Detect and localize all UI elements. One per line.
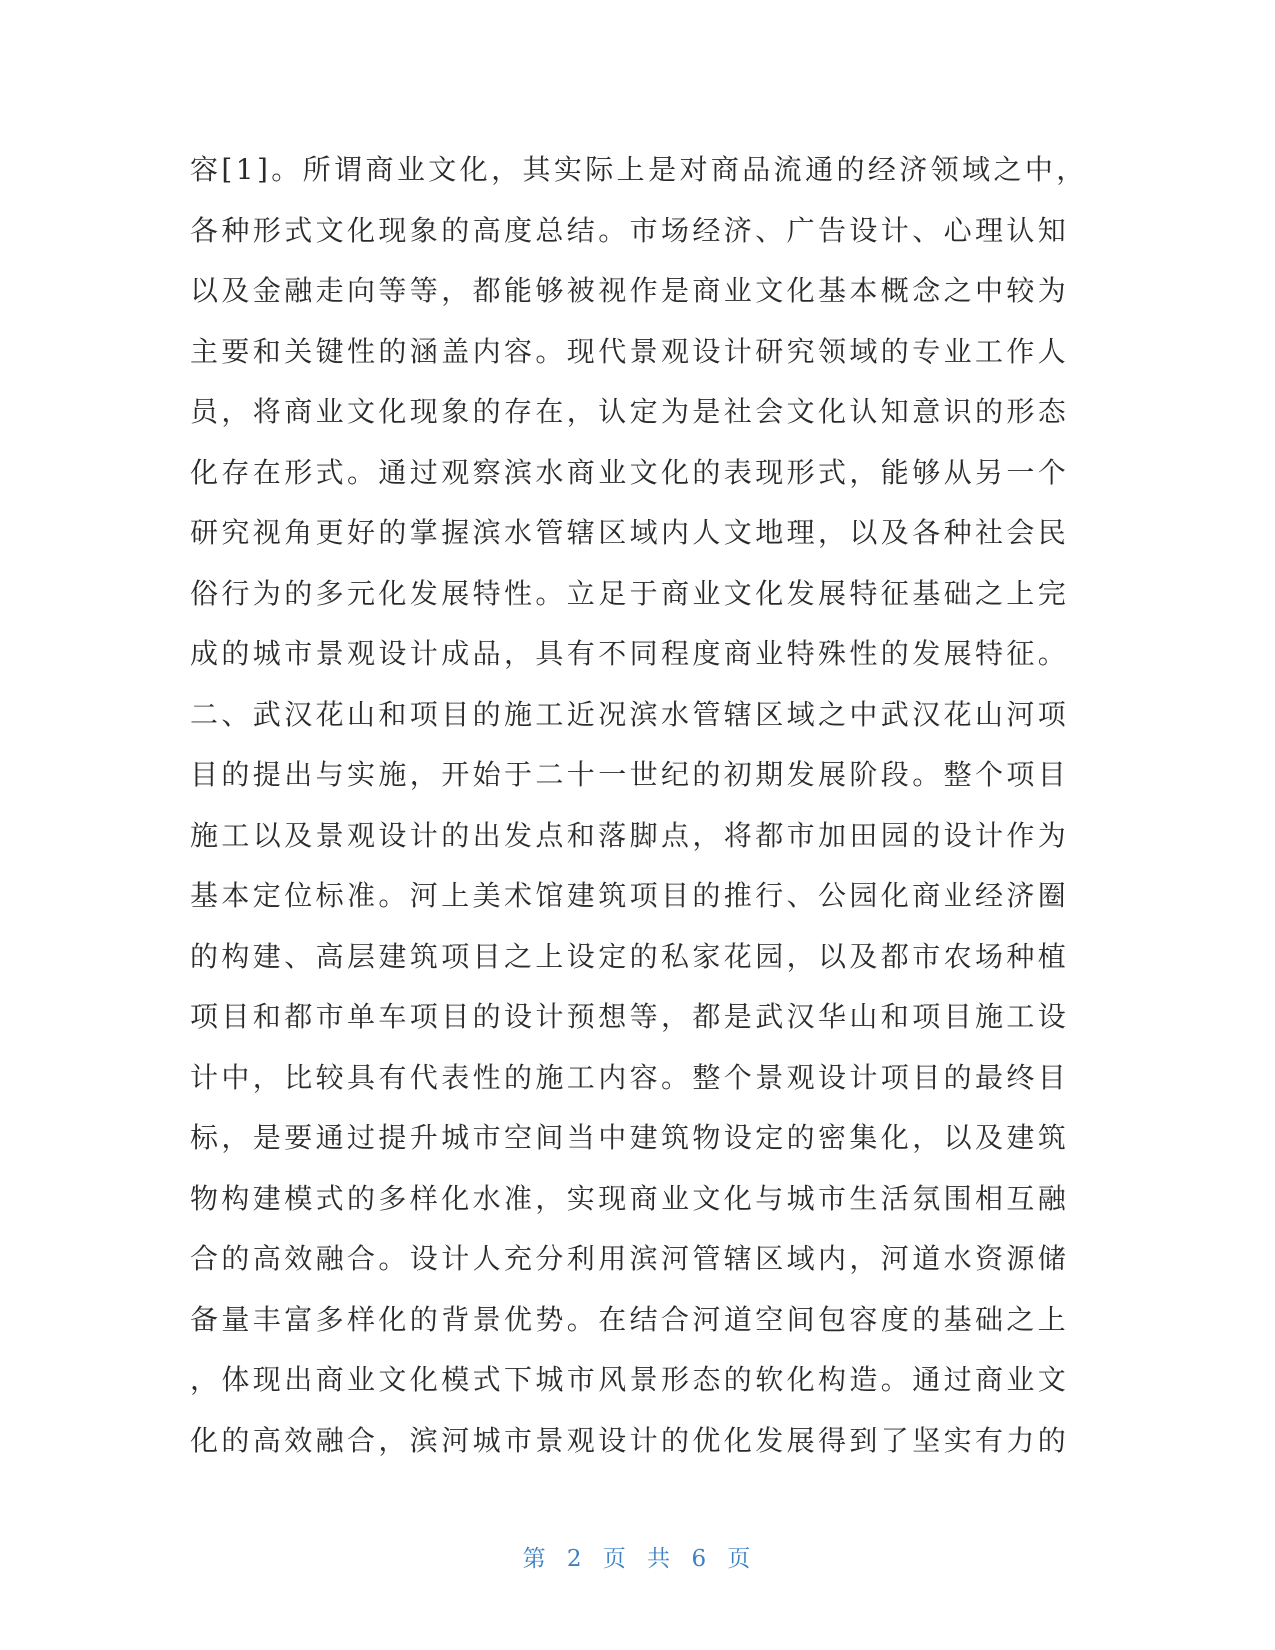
text-line: 备量丰富多样化的背景优势。在结合河道空间包容度的基础之上 <box>190 1302 1070 1336</box>
page-number-footer: 第 2 页 共 6 页 <box>522 1546 753 1572</box>
text-line: 员，将商业文化现象的存在，认定为是社会文化认知意识的形态 <box>190 395 1070 428</box>
text-line: 研究视角更好的掌握滨水管辖区域内人文地理，以及各种社会民 <box>190 516 1070 549</box>
text-line: 主要和关键性的涵盖内容。现代景观设计研究领域的专业工作人 <box>190 334 1070 368</box>
text-line: 合的高效融合。设计人充分利用滨河管辖区域内，河道水资源储 <box>190 1242 1070 1275</box>
text-line: 目的提出与实施，开始于二十一世纪的初期发展阶段。整个项目 <box>190 758 1070 791</box>
text-line: 标，是要通过提升城市空间当中建筑物设定的密集化，以及建筑 <box>190 1121 1070 1154</box>
text-line: 计中，比较具有代表性的施工内容。整个景观设计项目的最终目 <box>190 1060 1070 1094</box>
text-line: 基本定位标准。河上美术馆建筑项目的推行、公园化商业经济圈 <box>190 879 1070 912</box>
section-heading-line: 二、武汉花山和项目的施工近况滨水管辖区域之中武汉花山河项 <box>190 697 1070 731</box>
text-line: 俗行为的多元化发展特性。立足于商业文化发展特征基础之上完 <box>190 576 1070 610</box>
body-text <box>190 140 1088 1471</box>
text-line: 以及金融走向等等，都能够被视作是商业文化基本概念之中较为 <box>190 274 1070 307</box>
text-line: 化的高效融合，滨河城市景观设计的优化发展得到了坚实有力的 <box>190 1423 1070 1457</box>
text-line: 成的城市景观设计成品，具有不同程度商业特殊性的发展特征。 <box>190 637 1070 670</box>
text-line: 容[1]。所谓商业文化，其实际上是对商品流通的经济领域之中， <box>190 153 1088 186</box>
text-line: 化存在形式。通过观察滨水商业文化的表现形式，能够从另一个 <box>190 455 1070 489</box>
text-line: 施工以及景观设计的出发点和落脚点，将都市加田园的设计作为 <box>190 818 1070 852</box>
text-line: 各种形式文化现象的高度总结。市场经济、广告设计、心理认知 <box>190 213 1070 247</box>
text-line: 项目和都市单车项目的设计预想等，都是武汉华山和项目施工设 <box>190 1000 1070 1033</box>
text-line: 物构建模式的多样化水准，实现商业文化与城市生活氛围相互融 <box>190 1181 1070 1215</box>
text-line: ，体现出商业文化模式下城市风景形态的软化构造。通过商业文 <box>190 1363 1070 1396</box>
text-line: 的构建、高层建筑项目之上设定的私家花园，以及都市农场种植 <box>190 939 1070 973</box>
